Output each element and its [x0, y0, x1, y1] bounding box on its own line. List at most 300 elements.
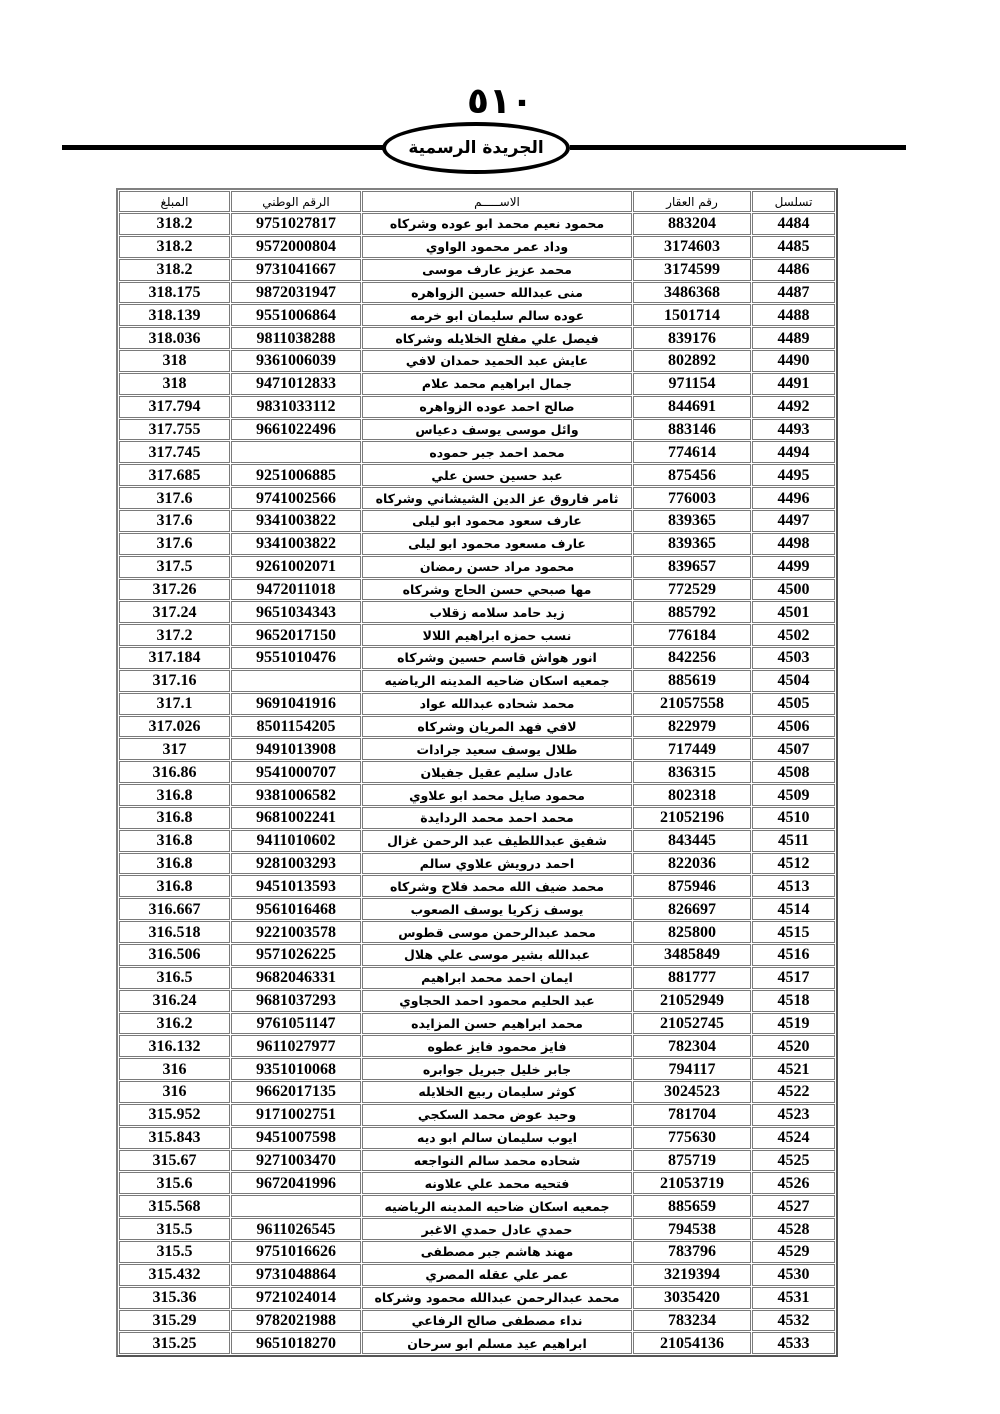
cell-amount: 316.667: [119, 898, 230, 920]
cell-national-id: 9571026225: [231, 944, 361, 966]
cell-name: صالح احمد عوده الزواهره: [362, 396, 632, 418]
cell-name: فايز محمود فايز عطوه: [362, 1035, 632, 1057]
cell-amount: 316.8: [119, 875, 230, 897]
cell-national-id: 9662017135: [231, 1081, 361, 1103]
table-row: [119, 213, 835, 235]
cell-serial: 4511: [752, 830, 835, 852]
cell-property-number: 3219394: [633, 1264, 751, 1286]
cell-national-id: 9731048864: [231, 1264, 361, 1286]
property-table: [116, 188, 838, 1357]
cell-serial: 4527: [752, 1195, 835, 1217]
cell-property-number: 842256: [633, 647, 751, 669]
table-row: [119, 1058, 835, 1080]
cell-amount: 315.432: [119, 1264, 230, 1286]
cell-national-id: 9471012833: [231, 373, 361, 395]
cell-property-number: 21057558: [633, 693, 751, 715]
cell-property-number: 717449: [633, 738, 751, 760]
cell-name: جمعيه اسكان ضاحيه المدينه الرياضيه: [362, 1195, 632, 1217]
cell-serial: 4533: [752, 1332, 835, 1354]
cell-name: احمد درويش علاوي سالم: [362, 853, 632, 875]
cell-amount: 318: [119, 373, 230, 395]
cell-serial: 4508: [752, 761, 835, 783]
cell-property-number: 776003: [633, 487, 751, 509]
cell-amount: 317.6: [119, 533, 230, 555]
cell-serial: 4503: [752, 647, 835, 669]
cell-serial: 4514: [752, 898, 835, 920]
cell-property-number: 883146: [633, 419, 751, 441]
cell-name: محمد عزيز عارف موسى: [362, 259, 632, 281]
column-header-serial: تسلسل: [752, 191, 835, 212]
cell-property-number: 21054136: [633, 1332, 751, 1354]
cell-serial: 4509: [752, 784, 835, 806]
cell-property-number: 825800: [633, 921, 751, 943]
cell-serial: 4504: [752, 670, 835, 692]
cell-serial: 4518: [752, 990, 835, 1012]
cell-name: ثامر فاروق عز الدين الشيشاني وشركاه: [362, 487, 632, 509]
cell-serial: 4502: [752, 624, 835, 646]
cell-national-id: [231, 441, 361, 463]
table-row: [119, 327, 835, 349]
table-row: [119, 1310, 835, 1332]
table-row: [119, 1081, 835, 1103]
cell-name: وائل موسى يوسف دعياس: [362, 419, 632, 441]
cell-name: شفيق عبداللطيف عبد الرحمن غزال: [362, 830, 632, 852]
cell-property-number: 883204: [633, 213, 751, 235]
cell-national-id: 9551010476: [231, 647, 361, 669]
cell-name: عبد حسين حسن علي: [362, 464, 632, 486]
cell-property-number: 776184: [633, 624, 751, 646]
cell-name: عارف سعود محمود ابو ليلى: [362, 510, 632, 532]
cell-amount: 317.6: [119, 510, 230, 532]
cell-property-number: 822036: [633, 853, 751, 875]
cell-property-number: 783234: [633, 1310, 751, 1332]
cell-property-number: 772529: [633, 579, 751, 601]
cell-property-number: 3485849: [633, 944, 751, 966]
cell-national-id: 9831033112: [231, 396, 361, 418]
cell-serial: 4520: [752, 1035, 835, 1057]
cell-name: محمد احمد جبر حموده: [362, 441, 632, 463]
cell-name: فيصل علي مفلح الخلايله وشركاه: [362, 327, 632, 349]
cell-amount: 316.86: [119, 761, 230, 783]
cell-serial: 4522: [752, 1081, 835, 1103]
cell-amount: 316.5: [119, 967, 230, 989]
table-row: [119, 1332, 835, 1354]
table-row: [119, 944, 835, 966]
cell-national-id: 9221003578: [231, 921, 361, 943]
cell-national-id: 9261002071: [231, 556, 361, 578]
cell-serial: 4497: [752, 510, 835, 532]
cell-amount: 315.25: [119, 1332, 230, 1354]
cell-national-id: 9782021988: [231, 1310, 361, 1332]
table-row: [119, 1127, 835, 1149]
table-row: [119, 1218, 835, 1240]
cell-national-id: 9611026545: [231, 1218, 361, 1240]
cell-amount: 317.24: [119, 601, 230, 623]
cell-property-number: 844691: [633, 396, 751, 418]
table-row: [119, 350, 835, 372]
cell-national-id: 9651034343: [231, 601, 361, 623]
cell-name: نداء مصطفى صالح الرفاعي: [362, 1310, 632, 1332]
cell-name: مهند هاشم جبر مصطفى: [362, 1241, 632, 1263]
cell-amount: 317.1: [119, 693, 230, 715]
cell-serial: 4496: [752, 487, 835, 509]
cell-national-id: 9351010068: [231, 1058, 361, 1080]
cell-serial: 4521: [752, 1058, 835, 1080]
cell-national-id: 9872031947: [231, 282, 361, 304]
cell-serial: 4505: [752, 693, 835, 715]
table-row: [119, 556, 835, 578]
cell-name: ابراهيم عيد مسلم ابو سرحان: [362, 1332, 632, 1354]
cell-amount: 316.24: [119, 990, 230, 1012]
header-rule-left: [62, 145, 384, 150]
table-row: [119, 898, 835, 920]
cell-national-id: 9171002751: [231, 1104, 361, 1126]
cell-amount: 318.175: [119, 282, 230, 304]
cell-property-number: 3174599: [633, 259, 751, 281]
cell-name: محمد احمد محمد الردايدة: [362, 807, 632, 829]
cell-property-number: 3174603: [633, 236, 751, 258]
publication-title: الجريدة الرسمية: [408, 138, 544, 158]
table-row: [119, 510, 835, 532]
cell-property-number: 875946: [633, 875, 751, 897]
table-row: [119, 1172, 835, 1194]
table-row: [119, 670, 835, 692]
page-number: ٥١٠: [467, 81, 533, 122]
cell-serial: 4491: [752, 373, 835, 395]
column-header-amount: المبلغ: [119, 191, 230, 212]
cell-name: كوثر سليمان ربيع الخلايله: [362, 1081, 632, 1103]
cell-property-number: 794117: [633, 1058, 751, 1080]
cell-property-number: 839176: [633, 327, 751, 349]
column-header-property-number: رقم العقار: [633, 191, 751, 212]
table-row: [119, 236, 835, 258]
table-row: [119, 601, 835, 623]
cell-serial: 4484: [752, 213, 835, 235]
cell-serial: 4525: [752, 1150, 835, 1172]
cell-property-number: 839365: [633, 533, 751, 555]
table-row: [119, 853, 835, 875]
cell-amount: 315.5: [119, 1241, 230, 1263]
cell-property-number: 3024523: [633, 1081, 751, 1103]
cell-property-number: 826697: [633, 898, 751, 920]
cell-national-id: 9491013908: [231, 738, 361, 760]
cell-name: ايمان احمد محمد ابراهيم: [362, 967, 632, 989]
cell-property-number: 881777: [633, 967, 751, 989]
table-row: [119, 441, 835, 463]
table-row: [119, 1150, 835, 1172]
cell-serial: 4517: [752, 967, 835, 989]
cell-property-number: 794538: [633, 1218, 751, 1240]
cell-property-number: 971154: [633, 373, 751, 395]
table-row: [119, 738, 835, 760]
cell-national-id: 9361006039: [231, 350, 361, 372]
cell-property-number: 885659: [633, 1195, 751, 1217]
cell-national-id: 9472011018: [231, 579, 361, 601]
cell-amount: 317.26: [119, 579, 230, 601]
cell-amount: 318.139: [119, 304, 230, 326]
cell-property-number: 3486368: [633, 282, 751, 304]
cell-amount: 317.755: [119, 419, 230, 441]
table-row: [119, 761, 835, 783]
cell-serial: 4486: [752, 259, 835, 281]
cell-name: منى عبدالله حسين الزواهره: [362, 282, 632, 304]
cell-name: عمر علي عقله المصري: [362, 1264, 632, 1286]
cell-national-id: 9761051147: [231, 1013, 361, 1035]
cell-amount: 315.36: [119, 1287, 230, 1309]
table-row: [119, 830, 835, 852]
cell-national-id: 9541000707: [231, 761, 361, 783]
cell-name: جابر خليل جبريل جوابره: [362, 1058, 632, 1080]
cell-national-id: 9741002566: [231, 487, 361, 509]
column-header-national-id: الرقم الوطني: [231, 191, 361, 212]
cell-name: فتحيه محمد علي علاونه: [362, 1172, 632, 1194]
cell-name: لافي فهد المريان وشركاه: [362, 716, 632, 738]
table-row: [119, 533, 835, 555]
cell-national-id: 9751016626: [231, 1241, 361, 1263]
cell-amount: 317.685: [119, 464, 230, 486]
cell-amount: 315.568: [119, 1195, 230, 1217]
cell-serial: 4485: [752, 236, 835, 258]
cell-name: طلال يوسف سعيد جرادات: [362, 738, 632, 760]
cell-name: حمدي عادل حمدي الاغبر: [362, 1218, 632, 1240]
cell-amount: 316.518: [119, 921, 230, 943]
cell-national-id: 9551006864: [231, 304, 361, 326]
cell-national-id: 9661022496: [231, 419, 361, 441]
cell-serial: 4515: [752, 921, 835, 943]
cell-property-number: 775630: [633, 1127, 751, 1149]
cell-national-id: 9731041667: [231, 259, 361, 281]
cell-serial: 4532: [752, 1310, 835, 1332]
table-row: [119, 1035, 835, 1057]
table-row: [119, 875, 835, 897]
cell-serial: 4526: [752, 1172, 835, 1194]
cell-national-id: 9341003822: [231, 510, 361, 532]
cell-national-id: 9451013593: [231, 875, 361, 897]
cell-name: زيد حامد سلامه زقلاب: [362, 601, 632, 623]
column-header-name: الاســـــم: [362, 191, 632, 212]
cell-name: محمد ابراهيم حسن المزايده: [362, 1013, 632, 1035]
cell-amount: 315.5: [119, 1218, 230, 1240]
cell-property-number: 3035420: [633, 1287, 751, 1309]
cell-amount: 316.2: [119, 1013, 230, 1035]
cell-amount: 316.132: [119, 1035, 230, 1057]
cell-national-id: 8501154205: [231, 716, 361, 738]
cell-name: شحاده محمد سالم النواجعه: [362, 1150, 632, 1172]
table-row: [119, 784, 835, 806]
table-row: [119, 487, 835, 509]
table-row: [119, 304, 835, 326]
cell-amount: 317.5: [119, 556, 230, 578]
cell-property-number: 839657: [633, 556, 751, 578]
cell-amount: 317.026: [119, 716, 230, 738]
cell-amount: 316.8: [119, 784, 230, 806]
cell-amount: 315.843: [119, 1127, 230, 1149]
table-row: [119, 282, 835, 304]
cell-property-number: 822979: [633, 716, 751, 738]
cell-serial: 4487: [752, 282, 835, 304]
cell-property-number: 875456: [633, 464, 751, 486]
cell-national-id: 9651018270: [231, 1332, 361, 1354]
cell-name: جمعيه اسكان ضاحيه المدينه الرياضيه: [362, 670, 632, 692]
cell-name: ايوب سليمان سالم ابو ديه: [362, 1127, 632, 1149]
cell-name: عايش عبد الحميد حمدان لافي: [362, 350, 632, 372]
cell-serial: 4498: [752, 533, 835, 555]
cell-amount: 315.67: [119, 1150, 230, 1172]
cell-national-id: 9411010602: [231, 830, 361, 852]
cell-property-number: 843445: [633, 830, 751, 852]
cell-national-id: 9691041916: [231, 693, 361, 715]
cell-national-id: 9341003822: [231, 533, 361, 555]
cell-serial: 4510: [752, 807, 835, 829]
table-row: [119, 1104, 835, 1126]
cell-amount: 316.506: [119, 944, 230, 966]
cell-name: جمال ابراهيم محمد علام: [362, 373, 632, 395]
cell-name: محمود نعيم محمد ابو عوده وشركاه: [362, 213, 632, 235]
cell-name: محمد ضيف الله محمد فلاح وشركاه: [362, 875, 632, 897]
cell-property-number: 774614: [633, 441, 751, 463]
cell-name: محمد شحاده عبدالله عواد: [362, 693, 632, 715]
cell-property-number: 802318: [633, 784, 751, 806]
cell-serial: 4530: [752, 1264, 835, 1286]
cell-property-number: 21052745: [633, 1013, 751, 1035]
cell-name: محمد عبدالرحمن موسى قطوس: [362, 921, 632, 943]
table-row: [119, 1195, 835, 1217]
table-row: [119, 693, 835, 715]
cell-property-number: 21052949: [633, 990, 751, 1012]
publication-oval-badge: [382, 122, 570, 174]
table-row: [119, 1264, 835, 1286]
cell-amount: 318.2: [119, 236, 230, 258]
cell-name: محمود صايل محمد ابو علاوي: [362, 784, 632, 806]
cell-amount: 316.8: [119, 807, 230, 829]
cell-national-id: 9271003470: [231, 1150, 361, 1172]
cell-serial: 4524: [752, 1127, 835, 1149]
cell-amount: 315.6: [119, 1172, 230, 1194]
cell-property-number: 783796: [633, 1241, 751, 1263]
cell-property-number: 21053719: [633, 1172, 751, 1194]
cell-name: وحيد عوض محمد السكجي: [362, 1104, 632, 1126]
cell-amount: 318.036: [119, 327, 230, 349]
cell-national-id: 9751027817: [231, 213, 361, 235]
cell-national-id: [231, 1195, 361, 1217]
cell-national-id: 9381006582: [231, 784, 361, 806]
cell-name: عوده سالم سليمان ابو خرمه: [362, 304, 632, 326]
table-row: [119, 259, 835, 281]
cell-name: وداد عمر محمود الواوي: [362, 236, 632, 258]
cell-serial: 4513: [752, 875, 835, 897]
cell-national-id: 9561016468: [231, 898, 361, 920]
cell-amount: 315.29: [119, 1310, 230, 1332]
cell-name: يوسف زكريا يوسف الصعوب: [362, 898, 632, 920]
table-header-row: [119, 191, 835, 212]
cell-national-id: 9681002241: [231, 807, 361, 829]
cell-amount: 318.2: [119, 213, 230, 235]
cell-serial: 4531: [752, 1287, 835, 1309]
header-rule-right: [570, 145, 906, 150]
cell-amount: 315.952: [119, 1104, 230, 1126]
cell-serial: 4492: [752, 396, 835, 418]
cell-amount: 317.2: [119, 624, 230, 646]
cell-national-id: [231, 670, 361, 692]
table-row: [119, 419, 835, 441]
cell-amount: 318: [119, 350, 230, 372]
cell-name: عبد الحليم محمود احمد الحجاوي: [362, 990, 632, 1012]
cell-amount: 316: [119, 1058, 230, 1080]
table-row: [119, 1287, 835, 1309]
table-row: [119, 716, 835, 738]
cell-property-number: 802892: [633, 350, 751, 372]
cell-national-id: 9451007598: [231, 1127, 361, 1149]
cell-serial: 4500: [752, 579, 835, 601]
table-row: [119, 990, 835, 1012]
cell-serial: 4501: [752, 601, 835, 623]
cell-serial: 4506: [752, 716, 835, 738]
cell-property-number: 782304: [633, 1035, 751, 1057]
cell-serial: 4488: [752, 304, 835, 326]
table-row: [119, 396, 835, 418]
table-row: [119, 921, 835, 943]
cell-national-id: 9682046331: [231, 967, 361, 989]
cell-property-number: 836315: [633, 761, 751, 783]
cell-serial: 4493: [752, 419, 835, 441]
cell-property-number: 885792: [633, 601, 751, 623]
cell-amount: 318.2: [119, 259, 230, 281]
cell-serial: 4499: [752, 556, 835, 578]
cell-national-id: 9611027977: [231, 1035, 361, 1057]
cell-property-number: 1501714: [633, 304, 751, 326]
cell-property-number: 781704: [633, 1104, 751, 1126]
table-row: [119, 647, 835, 669]
cell-amount: 317.184: [119, 647, 230, 669]
cell-name: مها صبحي حسن الحاج وشركاه: [362, 579, 632, 601]
cell-national-id: 9281003293: [231, 853, 361, 875]
cell-national-id: 9681037293: [231, 990, 361, 1012]
cell-amount: 317.16: [119, 670, 230, 692]
cell-name: انور هواش قاسم حسين وشركاه: [362, 647, 632, 669]
cell-national-id: 9251006885: [231, 464, 361, 486]
cell-amount: 316.8: [119, 853, 230, 875]
cell-property-number: 839365: [633, 510, 751, 532]
cell-national-id: 9672041996: [231, 1172, 361, 1194]
cell-national-id: 9811038288: [231, 327, 361, 349]
cell-national-id: 9652017150: [231, 624, 361, 646]
cell-property-number: 21052196: [633, 807, 751, 829]
cell-amount: 317.6: [119, 487, 230, 509]
table-row: [119, 807, 835, 829]
table-body: [119, 213, 835, 1354]
cell-property-number: 875719: [633, 1150, 751, 1172]
cell-serial: 4512: [752, 853, 835, 875]
cell-amount: 317.745: [119, 441, 230, 463]
cell-property-number: 885619: [633, 670, 751, 692]
cell-serial: 4519: [752, 1013, 835, 1035]
cell-serial: 4523: [752, 1104, 835, 1126]
cell-name: عبدالله بشير موسى علي هلال: [362, 944, 632, 966]
table-row: [119, 1013, 835, 1035]
cell-name: نسب حمزه ابراهيم اللالا: [362, 624, 632, 646]
cell-amount: 317: [119, 738, 230, 760]
cell-name: عادل سليم عقيل جفيلان: [362, 761, 632, 783]
cell-serial: 4528: [752, 1218, 835, 1240]
cell-serial: 4489: [752, 327, 835, 349]
table-row: [119, 579, 835, 601]
table-row: [119, 967, 835, 989]
cell-serial: 4507: [752, 738, 835, 760]
cell-name: عارف مسعود محمود ابو ليلى: [362, 533, 632, 555]
cell-name: محمود مراد حسن رمضان: [362, 556, 632, 578]
table-row: [119, 464, 835, 486]
table-row: [119, 624, 835, 646]
